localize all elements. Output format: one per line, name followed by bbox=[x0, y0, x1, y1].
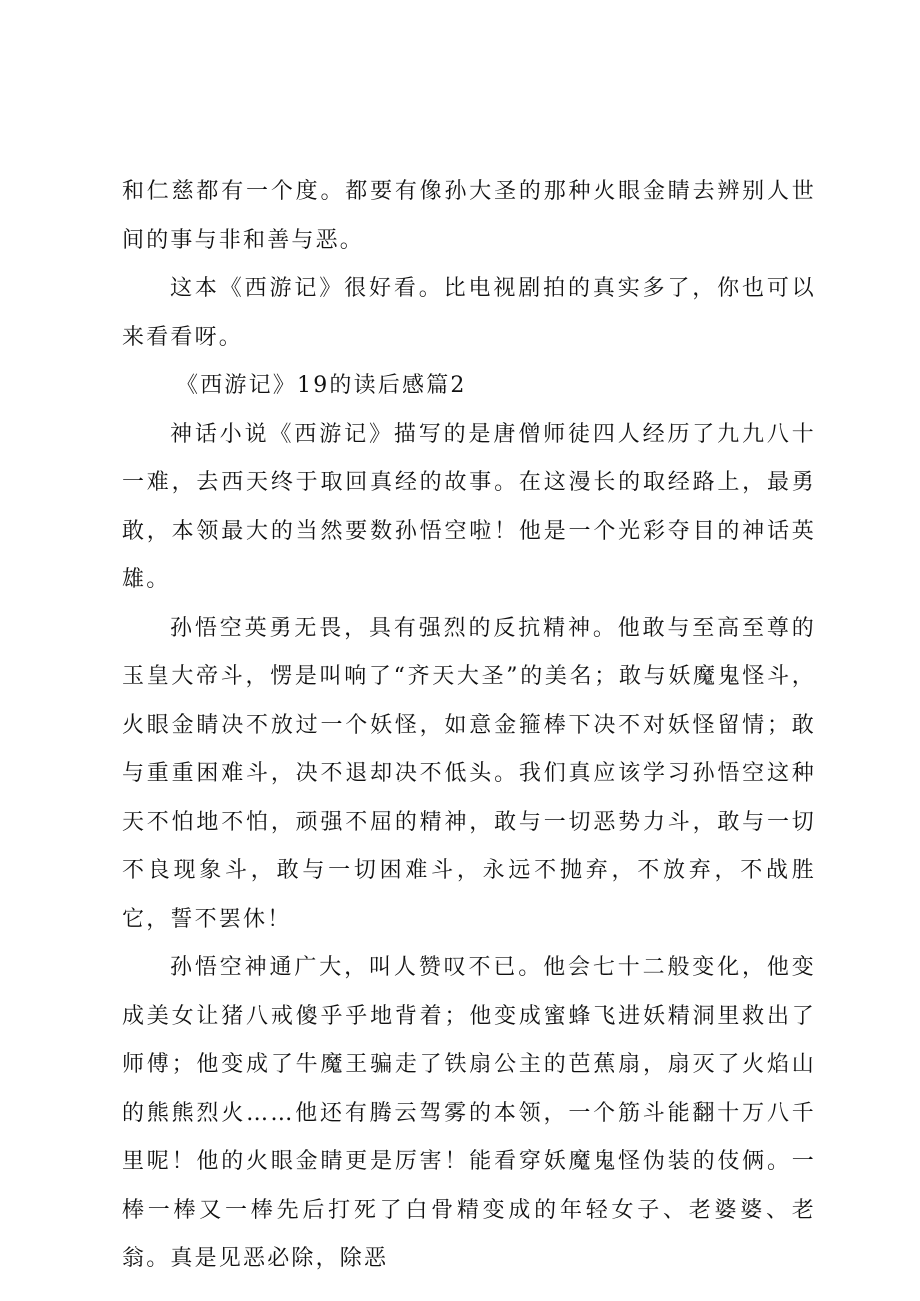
paragraph-recommendation: 这本《西游记》很好看。比电视剧拍的真实多了，你也可以来看看呀。 bbox=[122, 276, 816, 350]
paragraph-intro: 神话小说《西游记》描写的是唐僧师徒四人经历了九九八十一难，去西天终于取回真经的故事。在这漫长的取经路上，最勇敢，本领最大的当然要数孙悟空啦！他是一个光彩夺目的神话英雄。 bbox=[122, 421, 816, 592]
document-body bbox=[122, 168, 816, 1284]
section-heading: 《西游记》19的读后感篇2 bbox=[176, 373, 467, 398]
paragraph-continuation: 和仁慈都有一个度。都要有像孙大圣的那种火眼金睛去辨别人世间的事与非和善与恶。 bbox=[122, 179, 816, 253]
paragraph-abilities: 孙悟空神通广大，叫人赞叹不已。他会七十二般变化，他变成美女让猪八戒傻乎乎地背着；他变成蜜蜂飞进妖精洞里救出了师傅；他变成了牛魔王骗走了铁扇公主的芭蕉扇，扇灭了火焰山的熊熊烈火……他还有腾云驾雾的本领，一个筋斗能翻十万八千里呢！他的火眼金睛更是厉害！能看穿妖魔鬼怪伪装的伎俩。一棒一棒又一棒先后打死了白骨精变成的年轻女子、老婆婆、老翁。真是见恶必除，除恶 bbox=[122, 955, 816, 1271]
paragraph-bravery: 孙悟空英勇无畏，具有强烈的反抗精神。他敢与至高至尊的玉皇大帝斗，愣是叫响了“齐天大圣”的美名；敢与妖魔鬼怪斗，火眼金睛决不放过一个妖怪，如意金箍棒下决不对妖怪留情；敢与重重困难斗，决不退却决不低头。我们真应该学习孙悟空这种天不怕地不怕，顽强不屈的精神，敢与一切恶势力斗，敢与一切不良现象斗，敢与一切困难斗，永远不抛弃，不放弃，不战胜它，誓不罢休！ bbox=[122, 615, 816, 932]
